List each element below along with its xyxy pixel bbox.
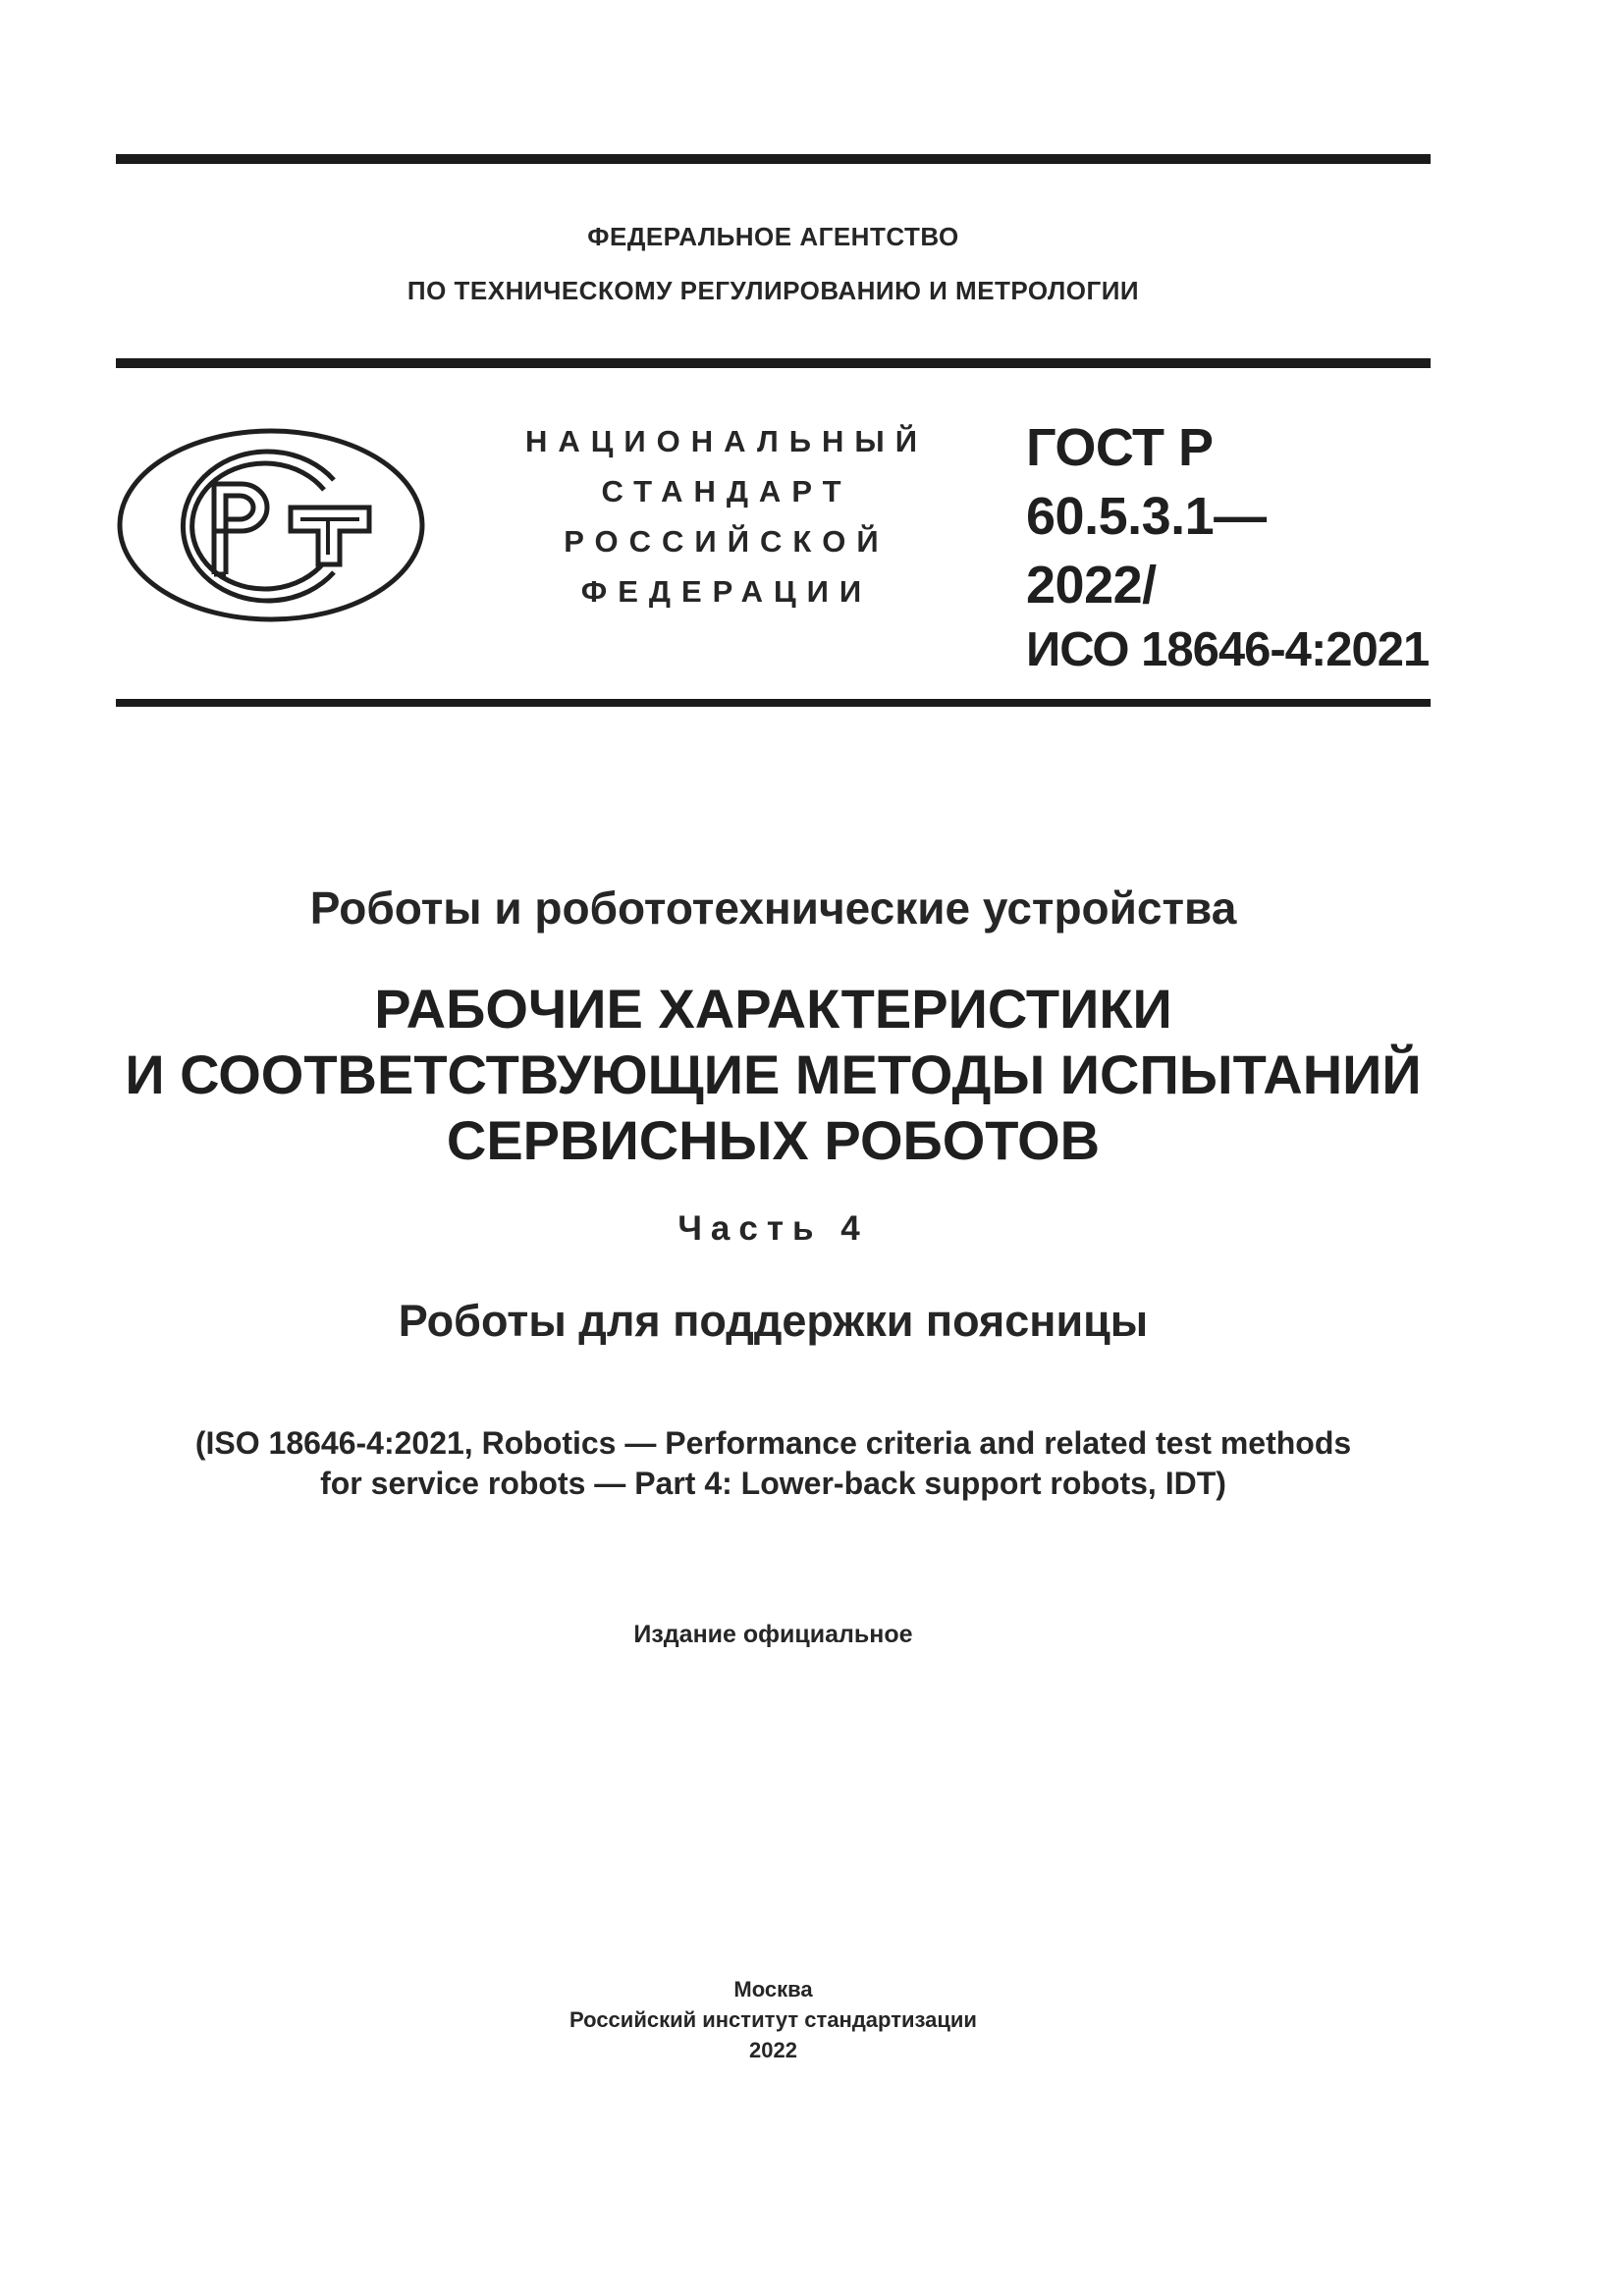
iso-reference-line1: (ISO 18646-4:2021, Robotics — Performance criteria and related test methods xyxy=(194,1425,1352,1461)
top-rule xyxy=(116,154,1431,164)
standard-type-line3: РОССИЙСКОЙ xyxy=(564,524,890,559)
main-title-line1: РАБОЧИЕ ХАРАКТЕРИСТИКИ xyxy=(374,978,1172,1040)
designation-line3: 2022/ xyxy=(1026,556,1157,614)
rst-certification-mark-icon xyxy=(116,427,426,623)
edition-label: Издание официальное xyxy=(633,1621,913,1648)
designation-rule xyxy=(116,699,1431,707)
agency-name-line1: ФЕДЕРАЛЬНОЕ АГЕНТСТВО xyxy=(587,222,959,251)
main-title-line2: И СООТВЕТСТВУЮЩИЕ МЕТОДЫ ИСПЫТАНИЙ xyxy=(125,1043,1422,1105)
agency-name-line2: ПО ТЕХНИЧЕСКОМУ РЕГУЛИРОВАНИЮ И МЕТРОЛОГИИ xyxy=(406,276,1140,305)
part-title: Роботы для поддержки поясницы xyxy=(398,1296,1149,1346)
designation-line1: ГОСТ Р xyxy=(1026,418,1214,477)
designation-line4: ИСО 18646-4:2021 xyxy=(1026,623,1430,676)
standard-type-line2: СТАНДАРТ xyxy=(601,474,852,508)
part-number: Часть 4 xyxy=(677,1209,869,1248)
iso-reference-line2: for service robots — Part 4: Lower-back support robots, IDT) xyxy=(320,1466,1226,1501)
document-subtitle: Роботы и робототехнические устройства xyxy=(309,882,1237,934)
standard-type-line4: ФЕДЕРАЦИИ xyxy=(580,574,873,609)
designation-line2: 60.5.3.1— xyxy=(1026,487,1267,546)
imprint-publisher: Российский институт стандартизации xyxy=(569,2007,977,2032)
main-title-line3: СЕРВИСНЫХ РОБОТОВ xyxy=(446,1109,1101,1171)
rst-logo xyxy=(116,427,426,623)
header-rule xyxy=(116,358,1431,368)
imprint-city: Москва xyxy=(733,1977,813,2002)
standard-type-line1: НАЦИОНАЛЬНЫЙ xyxy=(524,424,929,458)
imprint-year: 2022 xyxy=(749,2038,797,2062)
